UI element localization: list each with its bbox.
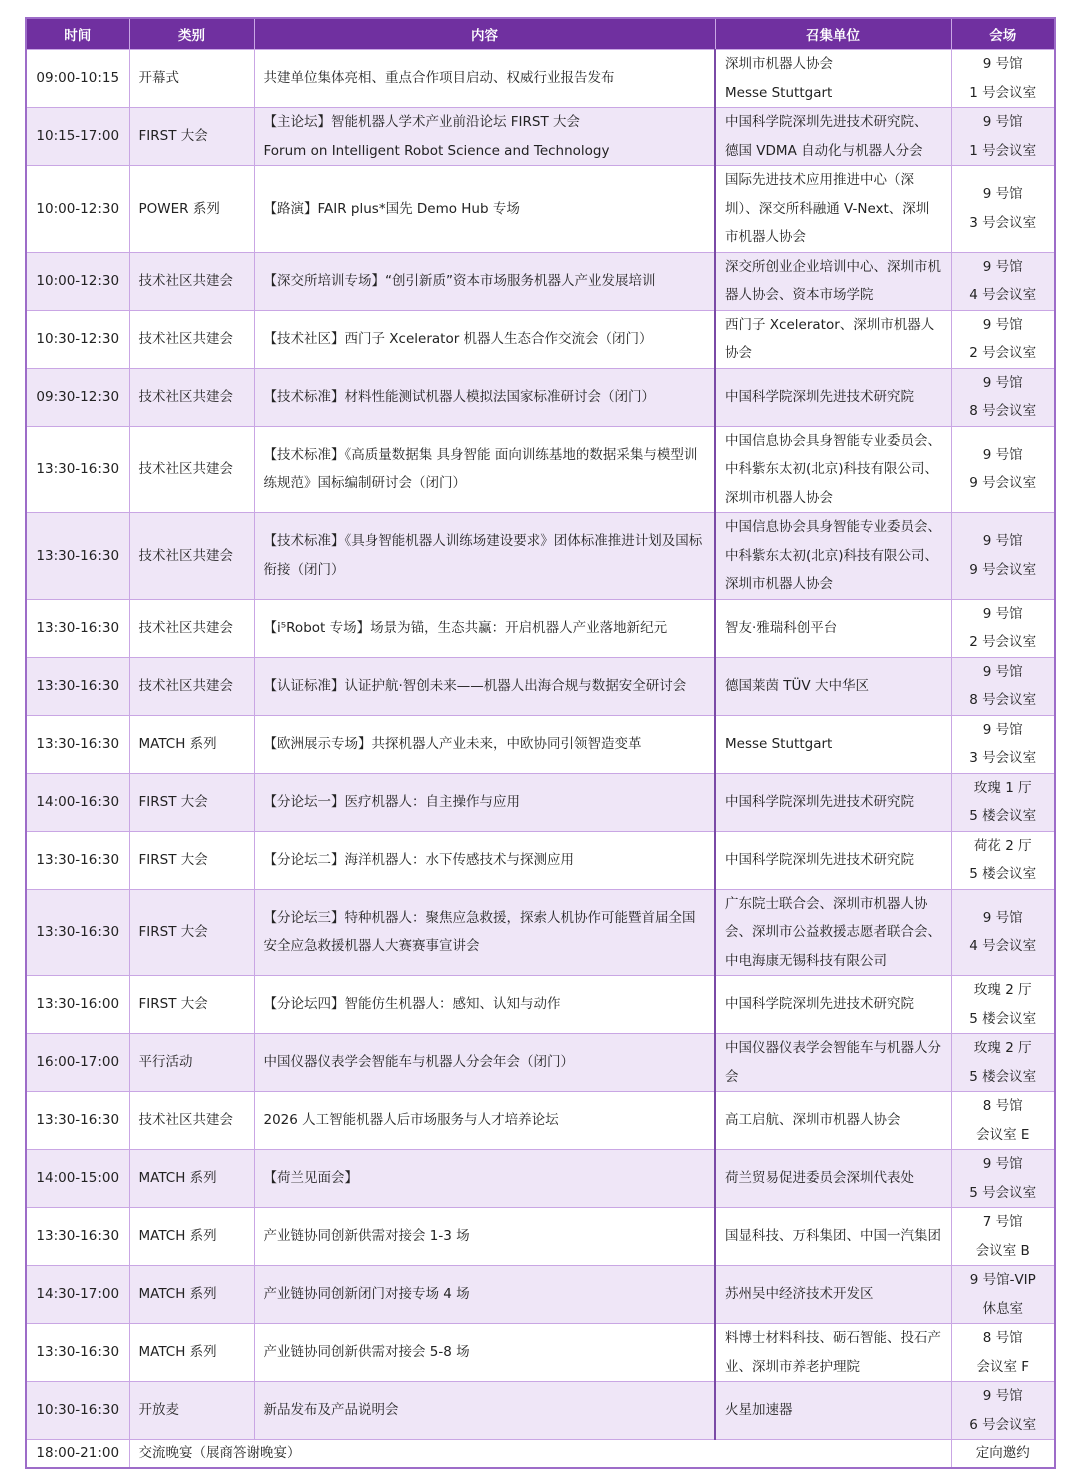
category-cell: FIRST 大会 — [129, 108, 254, 166]
venue-cell — [951, 1324, 1055, 1382]
organizer-cell — [715, 1266, 951, 1324]
venue-line: 9 号馆 — [982, 605, 1023, 622]
organizer-line: 中国科学院深圳先进技术研究院 — [725, 851, 914, 868]
organizer-cell — [715, 50, 951, 108]
content-cell — [254, 715, 715, 773]
category-cell: 技术社区共建会 — [129, 513, 254, 600]
content-line: 共建单位集体亮相、重点合作项目启动、权威行业报告发布 — [263, 70, 615, 87]
time-cell: 10:00-12:30 — [26, 166, 129, 253]
schedule-table — [25, 17, 1056, 1469]
organizer-line: 苏州吴中经济技术开发区 — [725, 1286, 874, 1303]
header-organizer: 召集单位 — [715, 18, 951, 50]
venue-line: 7 号馆 — [982, 1214, 1023, 1230]
category-cell: FIRST 大会 — [129, 773, 254, 831]
content-cell — [254, 1266, 715, 1324]
table-row — [26, 715, 1055, 773]
time-cell: 13:30-16:30 — [26, 715, 129, 773]
organizer-cell — [715, 108, 951, 166]
venue-line: 8 号馆 — [982, 1098, 1023, 1114]
venue-line: 会议室 F — [976, 1358, 1030, 1375]
organizer-line: Messe Stuttgart — [725, 84, 833, 101]
venue-line: 8 号会议室 — [969, 692, 1037, 708]
organizer-cell — [715, 715, 951, 773]
table-row — [26, 1034, 1055, 1092]
content-cell — [254, 426, 715, 513]
table-row — [26, 1208, 1055, 1266]
venue-cell — [951, 1208, 1055, 1266]
venue-line: 5 楼会议室 — [969, 1010, 1037, 1027]
venue-line: 9 号馆 — [982, 114, 1023, 130]
table-row — [26, 773, 1055, 831]
venue-line: 9 号馆-VIP — [969, 1272, 1036, 1288]
header-time: 时间 — [26, 18, 129, 50]
time-cell: 14:00-16:30 — [26, 773, 129, 831]
venue-line: 9 号馆 — [982, 721, 1023, 738]
venue-cell — [951, 1150, 1055, 1208]
venue-cell — [951, 426, 1055, 513]
venue-cell — [951, 310, 1055, 368]
table-row — [26, 1382, 1055, 1440]
organizer-line: 国际先进技术应用推进中心（深圳）、深交所科融通 V-Next、深圳市机器人协会 — [725, 172, 930, 245]
content-cell — [254, 599, 715, 657]
organizer-cell — [715, 166, 951, 253]
content-line: 【主论坛】智能机器人学术产业前沿论坛 FIRST 大会 — [263, 114, 581, 130]
organizer-cell — [715, 1034, 951, 1092]
category-cell: 技术社区共建会 — [129, 252, 254, 310]
venue-cell — [951, 889, 1055, 976]
venue-line: 4 号会议室 — [969, 938, 1037, 955]
venue-cell — [951, 1382, 1055, 1440]
organizer-cell — [715, 1092, 951, 1150]
organizer-cell — [715, 252, 951, 310]
venue-line: 荷花 2 厅 — [973, 837, 1032, 854]
venue-line: 9 号馆 — [982, 663, 1023, 680]
organizer-line: 荷兰贸易促进委员会深圳代表处 — [725, 1170, 914, 1187]
venue-line: 1 号会议室 — [969, 142, 1037, 159]
organizer-line: Messe Stuttgart — [725, 735, 833, 752]
content-cell — [254, 831, 715, 889]
content-line: 产业链协同创新供需对接会 1-3 场 — [263, 1228, 470, 1245]
organizer-cell — [715, 599, 951, 657]
content-cell — [254, 976, 715, 1034]
venue-cell — [951, 831, 1055, 889]
content-line: 产业链协同创新供需对接会 5-8 场 — [263, 1344, 470, 1361]
organizer-line: 中国仪器仪表学会智能车与机器人分会 — [725, 1040, 941, 1085]
content-cell — [254, 1382, 715, 1440]
organizer-line: 火星加速器 — [725, 1402, 793, 1419]
category-cell: 技术社区共建会 — [129, 657, 254, 715]
table-row — [26, 50, 1055, 108]
content-cell — [254, 889, 715, 976]
time-cell: 10:30-16:30 — [26, 1382, 129, 1440]
organizer-cell — [715, 513, 951, 600]
time-cell: 13:30-16:00 — [26, 976, 129, 1034]
organizer-line: 中国科学院深圳先进技术研究院 — [725, 793, 914, 810]
content-cell — [254, 1150, 715, 1208]
content-cell — [254, 773, 715, 831]
organizer-cell — [715, 1382, 951, 1440]
organizer-cell — [715, 889, 951, 976]
content-line: 2026 人工智能机器人后市场服务与人才培养论坛 — [263, 1112, 559, 1129]
venue-line: 8 号会议室 — [969, 403, 1037, 419]
table-row-dinner — [26, 1440, 1055, 1468]
content-line: 【荷兰见面会】 — [263, 1170, 358, 1187]
content-line: 【分论坛二】海洋机器人：水下传感技术与探测应用 — [263, 851, 574, 868]
organizer-line: 中国科学院深圳先进技术研究院 — [725, 388, 914, 405]
category-cell: 技术社区共建会 — [129, 368, 254, 426]
venue-line: 8 号馆 — [982, 1330, 1023, 1346]
table-row — [26, 368, 1055, 426]
venue-cell — [951, 976, 1055, 1034]
venue-line: 9 号馆 — [982, 186, 1023, 203]
content-line: 产业链协同创新闭门对接专场 4 场 — [263, 1286, 470, 1303]
venue-cell — [951, 773, 1055, 831]
venue-line: 5 号会议室 — [969, 1184, 1037, 1201]
time-cell: 13:30-16:30 — [26, 889, 129, 976]
content-line: 【欧洲展示专场】共探机器人产业未来，中欧协同引领智造变革 — [263, 735, 642, 752]
content-line: 【技术标准】《高质量数据集 具身智能 面向训练基地的数据采集与模型训练规范》国标编制研讨会（闭门） — [263, 446, 698, 492]
time-cell: 16:00-17:00 — [26, 1034, 129, 1092]
table-row — [26, 599, 1055, 657]
content-cell — [254, 108, 715, 166]
table-row — [26, 976, 1055, 1034]
organizer-line: 料博士材料科技、砺石智能、投石产业、深圳市养老护理院 — [725, 1330, 941, 1375]
content-line: 【技术标准】材料性能测试机器人模拟法国家标准研讨会（闭门） — [263, 388, 655, 405]
table-row — [26, 252, 1055, 310]
venue-line: 9 号馆 — [982, 1156, 1023, 1172]
content-line: 【技术社区】西门子 Xcelerator 机器人生态合作交流会（闭门） — [263, 330, 653, 347]
table-row — [26, 657, 1055, 715]
venue-cell — [951, 657, 1055, 715]
venue-cell — [951, 166, 1055, 253]
time-cell: 13:30-16:30 — [26, 1208, 129, 1266]
time-cell: 14:00-15:00 — [26, 1150, 129, 1208]
category-cell: FIRST 大会 — [129, 831, 254, 889]
organizer-line: 德国 VDMA 自动化与机器人分会 — [725, 142, 923, 159]
time-cell: 18:00-21:00 — [26, 1440, 129, 1468]
content-line: 【技术标准】《具身智能机器人训练场建设要求》团体标准推进计划及国标衔接（闭门） — [263, 533, 703, 578]
organizer-cell — [715, 310, 951, 368]
category-cell: FIRST 大会 — [129, 889, 254, 976]
venue-line: 5 楼会议室 — [969, 866, 1037, 882]
table-header-row — [26, 18, 1055, 50]
table-row — [26, 831, 1055, 889]
header-category: 类别 — [129, 18, 254, 50]
time-cell: 14:30-17:00 — [26, 1266, 129, 1324]
venue-line: 5 楼会议室 — [969, 808, 1037, 824]
venue-cell — [951, 513, 1055, 600]
category-cell: MATCH 系列 — [129, 715, 254, 773]
header-content: 内容 — [254, 18, 715, 50]
venue-line: 9 号馆 — [982, 533, 1023, 550]
venue-line: 9 号馆 — [982, 446, 1023, 463]
venue-line: 9 号馆 — [982, 56, 1023, 72]
venue-cell — [951, 368, 1055, 426]
time-cell: 09:30-12:30 — [26, 368, 129, 426]
venue-line: 2 号会议室 — [969, 634, 1037, 650]
venue-line: 9 号会议室 — [969, 561, 1037, 578]
organizer-cell — [715, 1150, 951, 1208]
venue-line: 休息室 — [982, 1300, 1023, 1317]
venue-line: 会议室 B — [975, 1242, 1030, 1259]
venue-line: 2 号会议室 — [969, 345, 1037, 361]
content-line: 【路演】FAIR plus*国先 Demo Hub 专场 — [263, 200, 520, 217]
organizer-cell — [715, 831, 951, 889]
content-line: 【分论坛三】特种机器人：聚焦应急救援，探索人机协作可能暨首届全国安全应急救援机器人大赛赛事宣讲会 — [263, 909, 696, 955]
category-cell: MATCH 系列 — [129, 1266, 254, 1324]
content-cell — [254, 50, 715, 108]
content-line: 【深交所培训专场】“创引新质”资本市场服务机器人产业发展培训 — [263, 272, 656, 289]
category-cell: MATCH 系列 — [129, 1150, 254, 1208]
category-cell: 技术社区共建会 — [129, 310, 254, 368]
venue-line: 3 号会议室 — [969, 214, 1037, 231]
organizer-cell — [715, 368, 951, 426]
table-row — [26, 108, 1055, 166]
venue-line: 9 号馆 — [982, 374, 1023, 391]
content-line: 【认证标准】认证护航·智创未来——机器人出海合规与数据安全研讨会 — [263, 677, 687, 694]
venue-line: 9 号馆 — [982, 1388, 1023, 1404]
time-cell: 13:30-16:30 — [26, 426, 129, 513]
venue-cell — [951, 715, 1055, 773]
organizer-cell — [715, 657, 951, 715]
time-cell: 13:30-16:30 — [26, 1324, 129, 1382]
venue-cell — [951, 1266, 1055, 1324]
content-line: 【i⁵Robot 专场】场景为锚，生态共赢：开启机器人产业落地新纪元 — [263, 619, 668, 636]
venue-line: 玫瑰 1 厅 — [973, 779, 1032, 796]
category-cell: 开幕式 — [129, 50, 254, 108]
table-row — [26, 513, 1055, 600]
organizer-line: 高工启航、深圳市机器人协会 — [725, 1112, 901, 1129]
venue-cell — [951, 1034, 1055, 1092]
venue-cell — [951, 1092, 1055, 1150]
table-body — [26, 50, 1055, 1468]
organizer-cell — [715, 1208, 951, 1266]
category-cell: 开放麦 — [129, 1382, 254, 1440]
content-cell — [254, 513, 715, 600]
category-cell: MATCH 系列 — [129, 1208, 254, 1266]
time-cell: 13:30-16:30 — [26, 1092, 129, 1150]
venue-cell — [951, 252, 1055, 310]
time-cell: 10:30-12:30 — [26, 310, 129, 368]
time-cell: 10:15-17:00 — [26, 108, 129, 166]
time-cell: 13:30-16:30 — [26, 657, 129, 715]
time-cell: 09:00-10:15 — [26, 50, 129, 108]
header-venue: 会场 — [951, 18, 1055, 50]
organizer-line: 深圳市机器人协会 — [725, 56, 833, 72]
content-cell — [254, 166, 715, 253]
venue-line: 4 号会议室 — [969, 287, 1037, 303]
organizer-line: 德国莱茵 TÜV 大中华区 — [725, 677, 869, 694]
venue-cell: 定向邀约 — [951, 1440, 1055, 1468]
organizer-line: 深交所创业企业培训中心、深圳市机器人协会、资本市场学院 — [725, 258, 941, 303]
organizer-line: 中国信息协会具身智能专业委员会、中科紫东太初(北京)科技有限公司、深圳市机器人协会 — [725, 519, 941, 592]
organizer-cell — [715, 976, 951, 1034]
content-line: 中国仪器仪表学会智能车与机器人分会年会（闭门） — [263, 1054, 574, 1071]
organizer-cell — [715, 1324, 951, 1382]
content-cell — [254, 310, 715, 368]
content-cell — [254, 1034, 715, 1092]
table-row — [26, 426, 1055, 513]
venue-cell — [951, 599, 1055, 657]
content-line: Forum on Intelligent Robot Science and Technology — [263, 142, 610, 159]
organizer-line: 智友·雅瑞科创平台 — [725, 619, 838, 636]
table-row — [26, 1092, 1055, 1150]
category-cell: 平行活动 — [129, 1034, 254, 1092]
content-line: 新品发布及产品说明会 — [263, 1402, 399, 1419]
table-row — [26, 310, 1055, 368]
category-cell: MATCH 系列 — [129, 1324, 254, 1382]
venue-cell — [951, 50, 1055, 108]
organizer-cell — [715, 773, 951, 831]
venue-line: 6 号会议室 — [969, 1416, 1037, 1433]
time-cell: 13:30-16:30 — [26, 599, 129, 657]
content-cell — [254, 1208, 715, 1266]
venue-line: 5 楼会议室 — [969, 1068, 1037, 1085]
table-row — [26, 1324, 1055, 1382]
venue-line: 9 号馆 — [982, 909, 1023, 926]
category-cell: FIRST 大会 — [129, 976, 254, 1034]
dinner-content-cell: 交流晚宴（展商答谢晚宴） — [129, 1440, 951, 1468]
content-line: 【分论坛一】医疗机器人：自主操作与应用 — [263, 793, 520, 810]
organizer-line: 西门子 Xcelerator、深圳市机器人协会 — [725, 316, 935, 361]
content-cell — [254, 368, 715, 426]
organizer-line: 中国信息协会具身智能专业委员会、中科紫东太初(北京)科技有限公司、深圳市机器人协会 — [725, 432, 941, 506]
organizer-line: 国显科技、万科集团、中国一汽集团 — [725, 1228, 941, 1245]
table-row — [26, 889, 1055, 976]
venue-line: 9 号馆 — [982, 316, 1023, 333]
category-cell: 技术社区共建会 — [129, 426, 254, 513]
category-cell: POWER 系列 — [129, 166, 254, 253]
venue-line: 会议室 E — [976, 1126, 1030, 1143]
time-cell: 13:30-16:30 — [26, 513, 129, 600]
venue-line: 9 号馆 — [982, 258, 1023, 275]
content-line: 【分论坛四】智能仿生机器人：感知、认知与动作 — [263, 996, 561, 1013]
venue-cell — [951, 108, 1055, 166]
organizer-line: 中国科学院深圳先进技术研究院 — [725, 996, 914, 1013]
time-cell: 10:00-12:30 — [26, 252, 129, 310]
table-row — [26, 1266, 1055, 1324]
time-cell: 13:30-16:30 — [26, 831, 129, 889]
organizer-line: 中国科学院深圳先进技术研究院、 — [725, 114, 928, 130]
venue-line: 9 号会议室 — [969, 475, 1037, 492]
content-cell — [254, 657, 715, 715]
venue-line: 玫瑰 2 厅 — [973, 982, 1032, 998]
table-row — [26, 166, 1055, 253]
venue-line: 3 号会议室 — [969, 750, 1037, 766]
content-cell — [254, 1324, 715, 1382]
content-cell — [254, 1092, 715, 1150]
category-cell: 技术社区共建会 — [129, 599, 254, 657]
category-cell: 技术社区共建会 — [129, 1092, 254, 1150]
content-cell — [254, 252, 715, 310]
table-row — [26, 1150, 1055, 1208]
venue-line: 玫瑰 2 厅 — [973, 1040, 1032, 1056]
organizer-line: 广东院士联合会、深圳市机器人协会、深圳市公益救援志愿者联合会、中电海康无锡科技有限公司 — [725, 895, 941, 969]
venue-line: 1 号会议室 — [969, 84, 1037, 101]
organizer-cell — [715, 426, 951, 513]
